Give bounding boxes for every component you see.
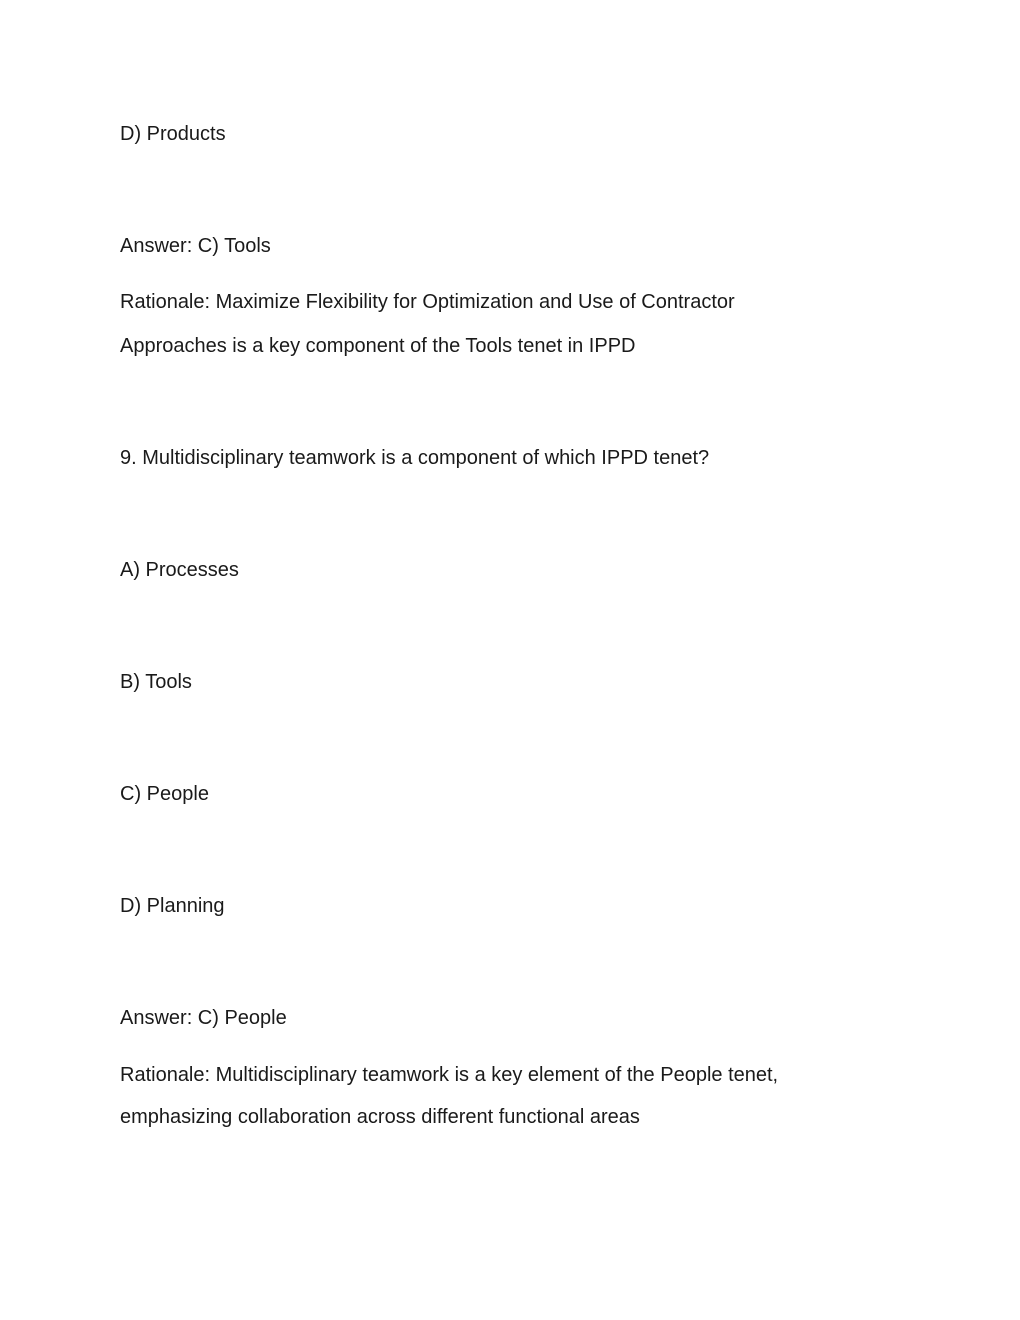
question-9-prompt: 9. Multidisciplinary teamwork is a component of which IPPD tenet?	[120, 447, 710, 469]
question-9-rationale-line-2: emphasizing collaboration across different functional areas	[120, 1106, 640, 1128]
question-9-rationale-line-1: Rationale: Multidisciplinary teamwork is a key element of the People tenet,	[120, 1064, 779, 1086]
question-9-answer: Answer: C) People	[120, 1007, 287, 1029]
prev-rationale-line-2: Approaches is a key component of the Tools tenet in IPPD	[120, 335, 636, 357]
prev-rationale-line-1: Rationale: Maximize Flexibility for Optimization and Use of Contractor	[120, 291, 735, 313]
question-9-option-b: B) Tools	[120, 671, 192, 693]
question-9-option-c: C) People	[120, 783, 209, 805]
question-9-option-d: D) Planning	[120, 895, 225, 917]
prev-answer: Answer: C) Tools	[120, 235, 271, 257]
prev-option-d: D) Products	[120, 123, 226, 145]
question-9-option-a: A) Processes	[120, 559, 239, 581]
